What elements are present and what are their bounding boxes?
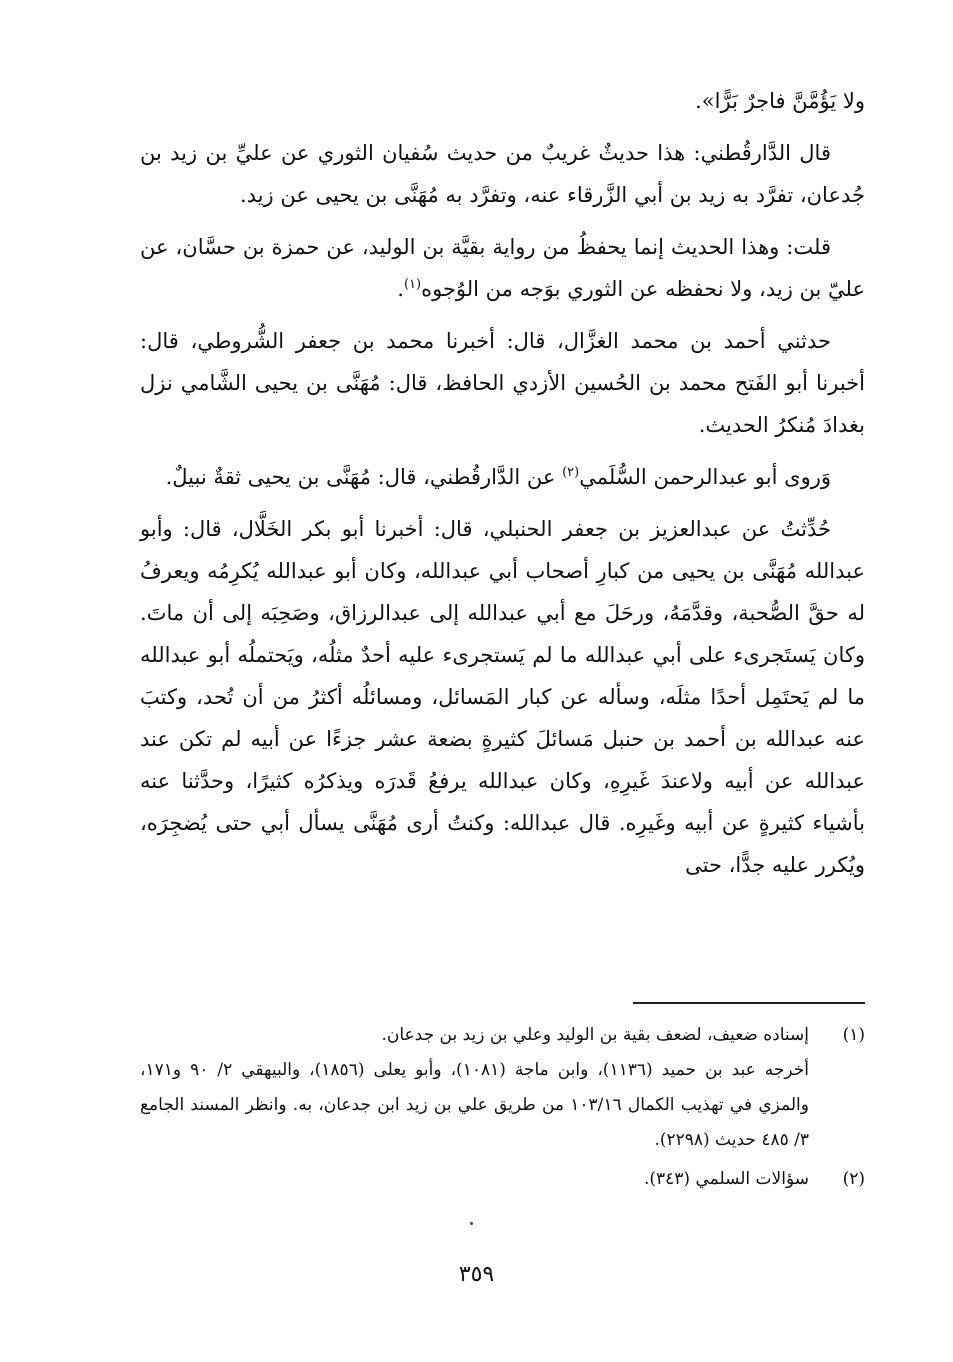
- paragraph-daraqutni: [140, 132, 865, 216]
- footnote-separator: [633, 1002, 865, 1004]
- paragraph-text: عن الدَّارقُطني، قال: مُهَنَّى بن يحيى ثقةٌ نبيلٌ.: [165, 465, 556, 489]
- paragraph-sulami: [140, 456, 865, 498]
- footnote-1: [140, 1018, 865, 1158]
- paragraph-text: حدثني أحمد بن محمد الغزَّال، قال: أخبرنا محمد بن جعفر الشُّروطي، قال: أخبرنا أبو الفَتح محمد بن الحُسين الأزدي الحافظ، قال: مُهَنَّى بن يحيى الشَّامي نزل بغدادَ مُنكرُ الحديث.: [140, 329, 865, 437]
- footnote-line: أخرجه عبد بن حميد (١١٣٦)، وابن ماجة (١٠٨١)، وأبو يعلى (١٨٥٦)، والبيهقي ٢/ ٩٠ و١٧١، والمزي في تهذيب الكمال ١٠٣/١٦ من طريق علي بن زيد ابن جدعان، به. وانظر المسند الجامع ٣/ ٤٨٥ حديث (٢٢٩٨).: [140, 1060, 810, 1150]
- paragraph-end: .: [397, 277, 404, 301]
- paragraph-text: وَروى أبو عبدالرحمن السُّلَمي: [579, 465, 831, 489]
- paragraph-hadith-end: [140, 80, 865, 122]
- paragraph-text: حُدِّثتُ عن عبدالعزيز بن جعفر الحنبلي، قال: أخبرنا أبو بكر الخَلَّال، قال: وأبو عبدالله مُهَنَّى بن يحيى من كبارِ أصحاب أبي عبدالله، وكان أبو عبدالله يُكرِمُه ويعرفُ له حقَّ الصُّحبة، وقدَّمَهُ، ورحَلَ مع أبي عبدالله إلى عبدالرزاق، وصَحِبَه إلى أن ماتَ. وكان يَستَجرىء على أبي عبدالله ما لم يَستجرىء عليه أحدٌ مثلُه، ويَحتملُه أبو عبدالله ما لم يَحتَمِل أحدًا مثلَه، وسأله عن كبار المَسائل، ومسائلُه أكثرُ من أن تُحد، وكتبَ عنه عبدالله بن أحمد بن حنبل مَسائلَ كثيرةٍ بضعة عشر جزءًا عن أبيه لم تكن عند عبدالله عن أبيه ولاعندَ غَيرِهِ، وكان عبدالله يرفعُ قَدرَه ويذكرُه كثيرًا، وحدَّثنا عنه بأشياء كثيرةٍ عن أبيه وغَيرِه. قال عبدالله: وكنتُ أرى مُهَنَّى يسأل أبي حتى يُضجِرَه، ويُكرر عليه جدًّا، حتى: [140, 517, 865, 877]
- paragraph-ghazzal: [140, 320, 865, 446]
- paragraph-text: قال الدَّارقُطني: هذا حديثٌ غريبٌ من حديث سُفيان الثوري عن عليِّ بن زيد بن جُدعان، تفرَّد به زيد بن أبي الزَّرقاء عنه، وتفرَّد به مُهَنَّى بن يحيى عن زيد.: [140, 141, 865, 207]
- footnote-line: سؤالات السلمي (٣٤٣).: [643, 1169, 809, 1189]
- paragraph-qultu: [140, 226, 865, 310]
- paragraph-text: قلت: وهذا الحديث إنما يحفظُ من رواية بقيَّة بن الوليد، عن حمزة بن حسَّان، عن عليّ بن زيد، ولا نحفظه عن الثوري بوَجه من الوُجوه: [140, 235, 865, 301]
- footnote-number: (١): [842, 1025, 865, 1045]
- footnote-number: (٢): [842, 1169, 865, 1189]
- footnote-line: إسناده ضعيف، لضعف بقية بن الوليد وعلي بن زيد بن جدعان.: [381, 1025, 809, 1045]
- stray-dot: [470, 1222, 473, 1225]
- footnote-2: [140, 1162, 865, 1197]
- footnotes: [140, 1018, 865, 1201]
- main-text: [140, 80, 865, 896]
- footnote-ref: (١): [403, 277, 422, 292]
- footnote-ref: (٢): [562, 465, 580, 480]
- paragraph-khallal: [140, 508, 865, 886]
- paragraph-text: ولا يَؤُمَّنَّ فاجرٌ بَرًّا».: [695, 89, 865, 113]
- page-number: ٣٥٩: [458, 1262, 495, 1287]
